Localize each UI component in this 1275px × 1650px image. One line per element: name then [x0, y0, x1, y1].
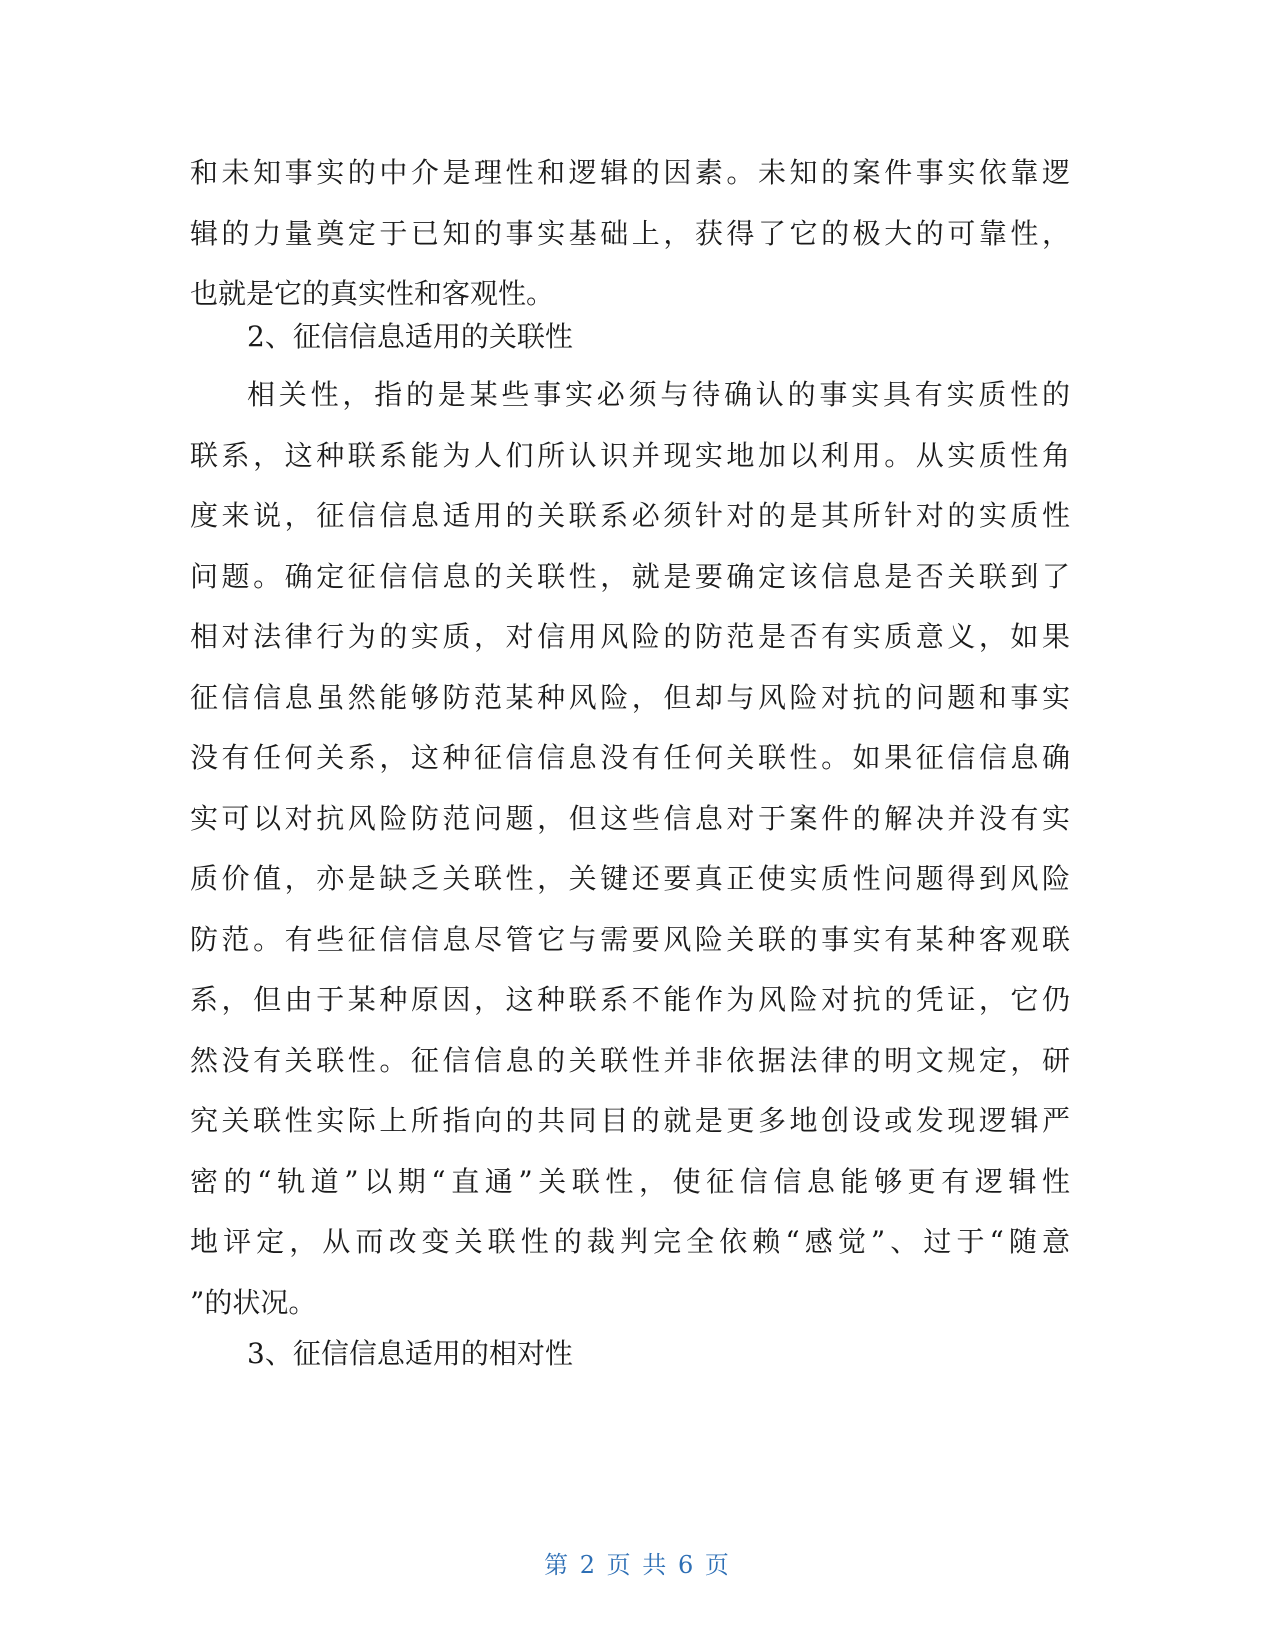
section-heading-2: 2、征信信息适用的关联性	[247, 320, 573, 353]
text-line: 实可以对抗风险防范问题，但这些信息对于案件的解决并没有实	[190, 801, 1070, 835]
text-line: 征信信息虽然能够防范某种风险，但却与风险对抗的问题和事实	[190, 680, 1070, 714]
text-line: 究关联性实际上所指向的共同目的就是更多地创设或发现逻辑严	[190, 1104, 1070, 1137]
text-line: 质价值，亦是缺乏关联性，关键还要真正使实质性问题得到风险	[190, 862, 1070, 895]
text-line: 相对法律行为的实质，对信用风险的防范是否有实质意义，如果	[190, 620, 1070, 653]
text-line: 联系，这种联系能为人们所认识并现实地加以利用。从实质性角	[190, 438, 1070, 472]
section-heading-3: 3、征信信息适用的相对性	[247, 1337, 573, 1370]
text-line: 问题。确定征信信息的关联性，就是要确定该信息是否关联到了	[190, 559, 1070, 593]
text-line: 密的“轨道”以期“直通”关联性，使征信信息能够更有逻辑性	[190, 1164, 1070, 1198]
text-line: 辑的力量奠定于已知的事实基础上，获得了它的极大的可靠性，	[190, 216, 1070, 250]
text-line: 也就是它的真实性和客观性。	[190, 277, 555, 310]
page-footer: 第 2 页 共 6 页	[544, 1551, 731, 1579]
text-line: 地评定，从而改变关联性的裁判完全依赖“感觉”、过于“随意	[190, 1225, 1070, 1258]
text-line: 系，但由于某种原因，这种联系不能作为风险对抗的凭证，它仍	[190, 983, 1070, 1016]
paragraph-relevance	[190, 365, 1070, 1333]
text-line: 和未知事实的中介是理性和逻辑的因素。未知的案件事实依靠逻	[190, 156, 1070, 189]
text-line: 相关性，指的是某些事实必须与待确认的事实具有实质性的	[247, 378, 1070, 411]
text-line: ”的状况。	[190, 1285, 317, 1319]
body-text	[190, 143, 1070, 325]
text-line: 没有任何关系，这种征信信息没有任何关联性。如果征信信息确	[190, 741, 1070, 774]
text-line: 然没有关联性。征信信息的关联性并非依据法律的明文规定，研	[190, 1043, 1070, 1077]
text-line: 度来说，征信信息适用的关联系必须针对的是其所针对的实质性	[190, 499, 1070, 532]
text-line: 防范。有些征信信息尽管它与需要风险关联的事实有某种客观联	[190, 922, 1070, 956]
